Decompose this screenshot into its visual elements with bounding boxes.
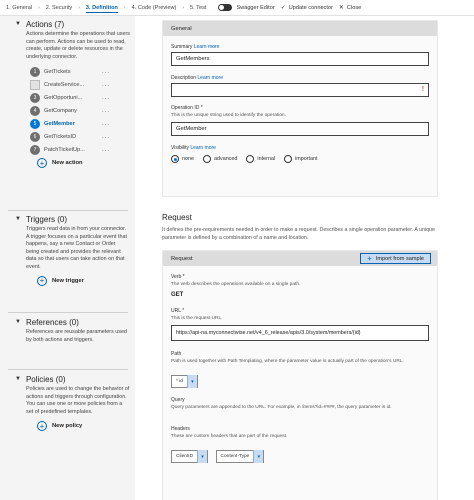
chevron-right-icon: ›	[123, 4, 126, 11]
action-number: 6	[30, 132, 40, 142]
action-item[interactable]	[30, 130, 130, 143]
action-label: GetMember	[44, 120, 75, 127]
step-general[interactable]: 1. General	[6, 4, 33, 11]
chevron-down-icon: ▼	[15, 216, 21, 222]
path-param-chip[interactable]: * id ▾	[171, 375, 198, 388]
path-hint: Path is used together with Path Templating, where the parameter value is actually part of the operation's URL.	[171, 359, 404, 364]
verb-label: Verb *	[171, 274, 185, 280]
chevron-right-icon: ›	[38, 4, 40, 11]
learn-more-link[interactable]: Learn more	[190, 145, 216, 151]
query-label: Query	[171, 397, 185, 403]
visibility-none-radio[interactable]: none	[171, 155, 194, 163]
url-hint: This is the request URL.	[171, 316, 223, 321]
swagger-editor-label: Swagger Editor	[236, 4, 275, 11]
learn-more-link[interactable]: Learn more	[197, 75, 223, 81]
header-chip-clientid[interactable]: ClientID ▾	[171, 450, 208, 463]
request-description: It defines the pre-requirements needed in order to make a request. Describes a single operation parameter. A unique parameter is defined by a combination of a name and location.	[162, 227, 435, 241]
action-number	[30, 80, 40, 90]
radio-icon	[284, 155, 292, 163]
policies-section	[15, 373, 130, 431]
triggers-section	[15, 213, 130, 286]
action-number: 4	[30, 106, 40, 116]
url-input[interactable]: https://api-na.myconnectwise.net/v4_6_release/apis/3.0/system/members/{id}	[171, 325, 429, 341]
visibility-label: Visibility Learn more	[171, 145, 216, 151]
learn-more-link[interactable]: Learn more	[193, 44, 220, 50]
summary-input[interactable]: GetMembers	[171, 52, 429, 66]
description-input[interactable]	[171, 83, 429, 97]
header-chip-content-type[interactable]: Content-Type ▾	[216, 450, 265, 463]
more-icon[interactable]: ...	[102, 81, 111, 88]
divider	[8, 369, 128, 370]
import-from-sample-button[interactable]: + Import from sample	[360, 253, 431, 264]
general-header: General	[163, 21, 437, 36]
more-icon[interactable]: ...	[102, 120, 111, 127]
policies-header[interactable]: ▼ Policies (0)	[15, 374, 66, 384]
plus-icon: +	[367, 254, 372, 263]
general-card	[162, 20, 438, 197]
chevron-right-icon: ›	[182, 4, 185, 11]
triggers-description: Triggers read data in from your connector. A trigger focuses on a particular event that happens, say a new Contact or Order being created and provides the relevant data so that users can take action on that event.	[26, 226, 127, 270]
headers-hint: These are custom headers that are part of the request.	[171, 434, 288, 439]
chevron-down-icon: ▾	[187, 375, 197, 388]
chevron-down-icon: ▾	[253, 450, 263, 463]
step-test[interactable]: 5. Test	[190, 4, 207, 11]
headers-label: Headers	[171, 426, 190, 432]
more-icon[interactable]: ...	[102, 68, 111, 75]
radio-icon	[203, 155, 211, 163]
operation-id-label: Operation ID *	[171, 105, 203, 111]
operation-id-input[interactable]: GetMember	[171, 122, 429, 136]
policies-description: Policies are used to change the behavior of actions and triggers through configuration. You can use one or more policies from a set of predefined templates.	[26, 386, 130, 415]
chevron-down-icon: ▼	[15, 21, 21, 27]
new-policy-button[interactable]: + New policy	[37, 421, 130, 431]
more-icon[interactable]: ...	[102, 94, 111, 101]
action-item[interactable]	[30, 65, 130, 78]
step-definition[interactable]: 3. Definition	[85, 4, 118, 11]
path-label: Path	[171, 351, 182, 357]
operation-id-hint: This is the unique string used to identify the operation.	[171, 113, 286, 118]
swagger-editor-toggle[interactable]	[218, 4, 232, 11]
action-number: 1	[30, 67, 40, 77]
divider	[8, 210, 128, 211]
url-label: URL *	[171, 308, 185, 314]
chevron-down-icon: ▼	[15, 376, 21, 382]
action-label: GetOpportuni...	[44, 94, 83, 101]
actions-description: Actions determine the operations that users can perform. Actions can be used to read, create, update or delete resources in the underlying connector.	[26, 31, 130, 60]
references-header[interactable]: ▼ References (0)	[15, 317, 79, 327]
actions-list	[30, 65, 130, 156]
plus-icon: +	[37, 421, 47, 431]
action-label: PatchTicketUp...	[44, 146, 85, 153]
action-item[interactable]	[30, 104, 130, 117]
plus-icon: +	[37, 276, 47, 286]
visibility-internal-radio[interactable]: internal	[246, 155, 275, 163]
checkmark-icon: ✓	[280, 5, 286, 11]
action-item[interactable]	[30, 143, 130, 156]
more-icon[interactable]: ...	[102, 146, 111, 153]
request-card	[162, 250, 438, 500]
new-trigger-button[interactable]: + New trigger	[37, 276, 130, 286]
visibility-advanced-radio[interactable]: advanced	[203, 155, 237, 163]
references-section	[15, 316, 130, 344]
action-label: GetTicketsID	[44, 133, 77, 140]
more-icon[interactable]: ...	[102, 107, 111, 114]
request-header: Request + Import from sample	[163, 251, 437, 266]
chevron-down-icon: ▾	[197, 450, 207, 463]
action-item[interactable]	[30, 78, 130, 91]
update-connector-button[interactable]: ✓ Update connector	[280, 4, 333, 11]
sidebar	[0, 16, 135, 500]
verb-hint: The verb describes the operations available on a single path.	[171, 282, 301, 287]
action-label: CreateService...	[44, 81, 85, 88]
visibility-important-radio[interactable]: important	[284, 155, 317, 163]
step-code[interactable]: 4. Code (Preview)	[131, 4, 177, 11]
triggers-header[interactable]: ▼ Triggers (0)	[15, 214, 67, 224]
request-title: Request	[162, 213, 192, 222]
new-action-button[interactable]: + New action	[37, 158, 130, 168]
description-label: Description Learn more	[171, 75, 223, 81]
close-icon: ✕	[338, 5, 344, 11]
chevron-down-icon: ▼	[15, 319, 21, 325]
action-item-current[interactable]	[30, 117, 130, 130]
action-number: 3	[30, 93, 40, 103]
step-security[interactable]: 2. Security	[45, 4, 73, 11]
action-label: GetCompany	[44, 107, 77, 114]
plus-icon: +	[37, 158, 47, 168]
divider	[8, 312, 128, 313]
close-button[interactable]: ✕ Close	[338, 4, 362, 11]
radio-icon	[246, 155, 254, 163]
chevron-right-icon: ›	[78, 4, 80, 11]
action-label: GetTickets	[44, 68, 71, 75]
error-icon: !	[422, 86, 424, 93]
wizard-toolbar	[0, 0, 474, 16]
actions-section	[15, 18, 130, 168]
summary-label: Summary Learn more	[171, 44, 220, 50]
radio-selected-icon	[171, 155, 179, 163]
action-number: 5	[30, 119, 40, 129]
action-item[interactable]	[30, 91, 130, 104]
more-icon[interactable]: ...	[102, 133, 111, 140]
verb-value[interactable]: GET	[171, 292, 184, 298]
references-description: References are reusable parameters used by both actions and triggers.	[26, 329, 127, 343]
action-number: 7	[30, 145, 40, 155]
visibility-radio-group	[171, 155, 429, 163]
query-hint: Query parameters are appended to the URL. For example, in /items?id=####, the query parameter is id.	[171, 405, 392, 410]
actions-header[interactable]: ▼ Actions (7)	[15, 19, 65, 29]
